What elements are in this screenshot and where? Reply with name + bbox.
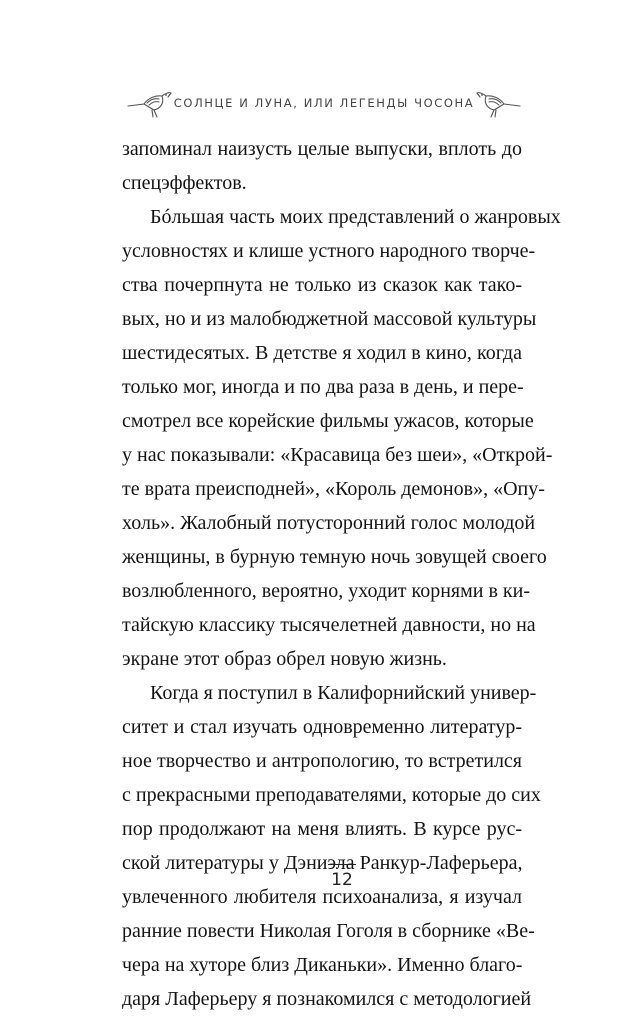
text-line: чера на хуторе близ Диканьки». Именно благо- bbox=[122, 954, 523, 976]
page-number-rule bbox=[328, 864, 356, 865]
text-line: у нас показывали: «Красавица без шеи», «Открой- bbox=[122, 444, 553, 466]
text-line: даря Лаферьеру я познакомился с методологией bbox=[122, 988, 532, 1010]
text-line: Когда я поступил в Калифорнийский универ- bbox=[150, 682, 537, 704]
text-line: ства почерпнута не только из сказок как тако- bbox=[122, 274, 522, 296]
text-line: спецэффектов. bbox=[122, 172, 247, 194]
text-line: запоминал наизусть целые выпуски, вплоть до bbox=[122, 138, 522, 160]
text-line: женщины, в бурную темную ночь зовущей своего bbox=[122, 546, 547, 568]
text-line: те врата преисподней», «Король демонов», «Опу- bbox=[122, 478, 545, 500]
page-number: 12 bbox=[331, 870, 353, 890]
text-line: пор продолжают на меня влиять. В курсе рус- bbox=[122, 818, 522, 840]
text-line: только мог, иногда и по два раза в день, и пере- bbox=[122, 376, 524, 398]
text-line: Бóльшая часть моих представлений о жанровых bbox=[150, 206, 561, 228]
text-line: тайскую классику тысячелетней давности, но на bbox=[122, 614, 536, 636]
text-line: с прекрасными преподавателями, которые до сих bbox=[122, 784, 541, 806]
text-line: шестидесятых. В детстве я ходил в кино, когда bbox=[122, 342, 522, 364]
text-line: экране этот образ обрел новую жизнь. bbox=[122, 648, 447, 670]
text-line: возлюбленного, вероятно, уходит корнями в ки- bbox=[122, 580, 531, 602]
text-line: ситет и стал изучать одновременно литератур- bbox=[122, 716, 522, 738]
running-head bbox=[124, 84, 524, 124]
text-line: смотрел все корейские фильмы ужасов, которые bbox=[122, 410, 534, 432]
text-line: ранние повести Николая Гоголя в сборнике «Ве- bbox=[122, 920, 535, 942]
text-line: увлеченного любителя психоанализа, я изучал bbox=[122, 886, 522, 908]
running-head-title: СОЛНЦЕ И ЛУНА, ИЛИ ЛЕГЕНДЫ ЧОСОНА bbox=[173, 96, 475, 110]
text-line: условностях и клише устного народного творче- bbox=[122, 240, 536, 262]
bird-icon bbox=[474, 84, 524, 124]
bird-icon bbox=[124, 84, 174, 124]
text-line: ской литературы у Дэниэла Ранкур-Лаферьера, bbox=[122, 852, 523, 874]
text-line: холь». Жалобный потусторонний голос молодой bbox=[122, 512, 536, 534]
text-line: вых, но и из малобюджетной массовой культуры bbox=[122, 308, 537, 330]
text-line: ное творчество и антропологию, то встретился bbox=[122, 750, 522, 772]
